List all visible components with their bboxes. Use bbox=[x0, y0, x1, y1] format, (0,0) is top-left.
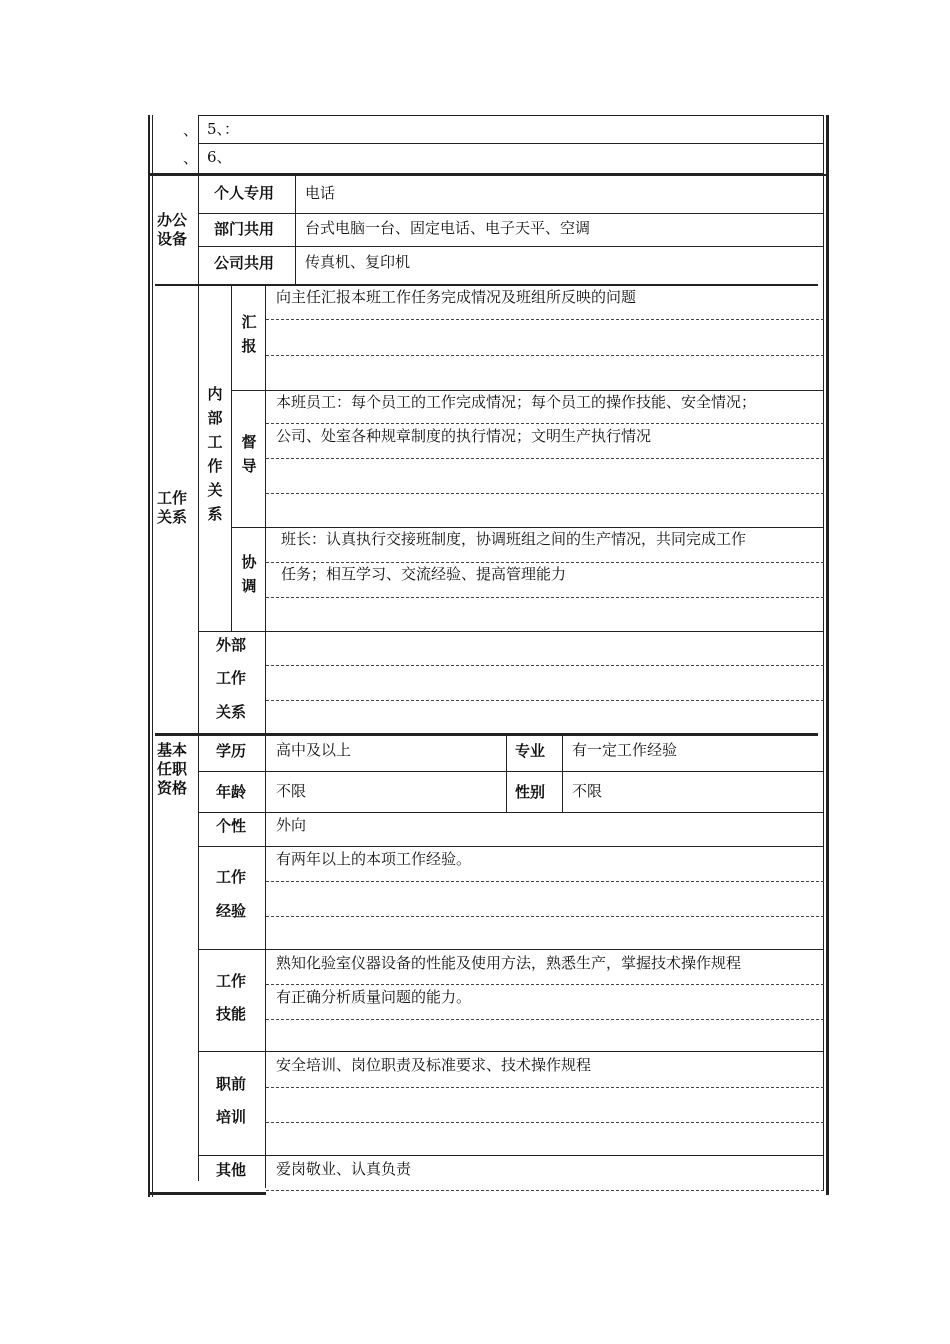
supervise-line-1: 本班员工：每个员工的工作完成情况；每个员工的操作技能、安全情况； bbox=[276, 393, 757, 411]
office-value-personal: 电话 bbox=[305, 184, 336, 202]
training-line-1: 安全培训、岗位职责及标准要求、技术操作规程 bbox=[276, 1056, 592, 1074]
experience-dash-1 bbox=[266, 881, 824, 882]
supervise-dash-2 bbox=[266, 458, 824, 459]
coordinate-line-1: 班长：认真执行交接班制度，协调班组之间的生产情况，共同完成工作 bbox=[281, 530, 747, 548]
supervise-dash-1 bbox=[266, 423, 824, 424]
skills-dash-2 bbox=[266, 1019, 824, 1020]
qual-row-line-3 bbox=[198, 846, 824, 847]
coordinate-label: 协 调 bbox=[241, 553, 257, 595]
qual-row-line-6 bbox=[198, 1155, 824, 1156]
top-row-text-6: 6、 bbox=[207, 148, 232, 166]
training-dash-1 bbox=[266, 1087, 824, 1088]
office-top-border bbox=[150, 173, 824, 176]
supervise-label: 督 导 bbox=[241, 433, 257, 475]
experience-key-1: 工作 bbox=[216, 868, 247, 886]
external-dash-2 bbox=[266, 700, 824, 701]
external-label-3: 关系 bbox=[216, 703, 247, 721]
major-key: 专业 bbox=[515, 742, 546, 760]
frame-top bbox=[198, 115, 824, 116]
qual-key-divider bbox=[265, 736, 266, 1188]
relations-label-2: 关系 bbox=[157, 508, 188, 526]
qualifications-label-2: 任职 bbox=[157, 760, 188, 778]
supervise-dash-3 bbox=[266, 493, 824, 494]
training-dash-2 bbox=[266, 1122, 824, 1123]
report-label: 汇 报 bbox=[241, 313, 257, 355]
office-value-department: 台式电脑一台、固定电话、电子天平、空调 bbox=[305, 219, 591, 237]
office-row-line-1 bbox=[198, 213, 824, 214]
office-key-department: 部门共用 bbox=[214, 220, 275, 238]
coordinate-dash-2 bbox=[266, 597, 824, 598]
qual-row-line-1 bbox=[198, 771, 824, 772]
office-top-border-right bbox=[818, 174, 826, 176]
external-label-1: 外部 bbox=[216, 636, 247, 654]
report-dash-1 bbox=[266, 319, 824, 320]
frame-bottom bbox=[148, 1192, 266, 1195]
report-dash-2 bbox=[266, 355, 824, 356]
top-row-text-5: 5、： bbox=[207, 120, 240, 138]
office-key-personal: 个人专用 bbox=[214, 184, 275, 202]
office-label-divider bbox=[198, 176, 199, 284]
internal-bottom-line bbox=[198, 631, 824, 632]
gender-key: 性别 bbox=[515, 783, 546, 801]
frame-right-thick bbox=[826, 115, 829, 1195]
external-label-2: 工作 bbox=[216, 669, 247, 687]
other-dash-1 bbox=[266, 1190, 824, 1191]
office-row-line-2 bbox=[198, 246, 824, 247]
relations-top-border bbox=[155, 284, 818, 286]
top-row-marker-6: 、 bbox=[183, 149, 199, 167]
education-key: 学历 bbox=[216, 742, 247, 760]
training-key-2: 培训 bbox=[216, 1108, 247, 1126]
qual-label-divider bbox=[198, 736, 199, 1181]
qualifications-top-border bbox=[155, 733, 818, 736]
other-value: 爱岗敬业、认真负责 bbox=[276, 1160, 412, 1178]
qualifications-label-3: 资格 bbox=[157, 779, 188, 797]
qual-row-line-4 bbox=[198, 949, 824, 950]
training-key-1: 职前 bbox=[216, 1075, 247, 1093]
office-key-divider bbox=[295, 176, 296, 284]
frame-left-inner bbox=[152, 115, 153, 1197]
top-col-divider bbox=[198, 115, 199, 174]
coordinate-line-2: 任务；相互学习、交流经验、提高管理能力 bbox=[281, 565, 567, 583]
qual-mid-divider-1 bbox=[506, 736, 507, 812]
major-value: 有一定工作经验 bbox=[572, 741, 678, 759]
qual-mid-divider-2 bbox=[562, 736, 563, 812]
education-value: 高中及以上 bbox=[276, 741, 352, 759]
experience-line-1: 有两年以上的本项工作经验。 bbox=[276, 850, 472, 868]
personality-key: 个性 bbox=[216, 817, 247, 835]
office-label-2: 设备 bbox=[157, 230, 188, 248]
age-key: 年龄 bbox=[216, 783, 247, 801]
internal-label-divider bbox=[231, 286, 232, 632]
office-value-company: 传真机、复印机 bbox=[305, 253, 411, 271]
skills-dash-1 bbox=[266, 984, 824, 985]
office-label-1: 办公 bbox=[157, 211, 188, 229]
coordinate-dash-1 bbox=[266, 562, 824, 563]
age-value: 不限 bbox=[276, 782, 307, 800]
relations-label-divider bbox=[198, 286, 199, 733]
external-dash-1 bbox=[266, 665, 824, 666]
relations-label-1: 工作 bbox=[157, 489, 188, 507]
report-line-1: 向主任汇报本班工作任务完成情况及班组所反映的问题 bbox=[276, 288, 637, 306]
office-key-company: 公司共用 bbox=[214, 254, 275, 272]
supervise-line-2: 公司、处室各种规章制度的执行情况；文明生产执行情况 bbox=[276, 427, 652, 445]
experience-dash-2 bbox=[266, 916, 824, 917]
frame-right bbox=[823, 115, 824, 1190]
top-row-marker-5: 、 bbox=[183, 121, 199, 139]
report-bottom-line bbox=[231, 390, 824, 391]
qual-row-line-5 bbox=[198, 1051, 824, 1052]
other-key: 其他 bbox=[216, 1161, 247, 1179]
skills-line-1: 熟知化验室仪器设备的性能及使用方法，熟悉生产，掌握技术操作规程 bbox=[276, 954, 742, 972]
personality-value: 外向 bbox=[276, 816, 307, 834]
frame-left bbox=[148, 115, 150, 1197]
qual-row-line-2 bbox=[198, 812, 824, 813]
internal-relations-label: 内 部 工 作 关 系 bbox=[207, 385, 223, 523]
qualifications-label-1: 基本 bbox=[157, 741, 188, 759]
skills-line-2: 有正确分析质量问题的能力。 bbox=[276, 988, 472, 1006]
supervise-bottom-line bbox=[231, 527, 824, 528]
skills-key-1: 工作 bbox=[216, 972, 247, 990]
gender-value: 不限 bbox=[572, 782, 603, 800]
skills-key-2: 技能 bbox=[216, 1005, 247, 1023]
experience-key-2: 经验 bbox=[216, 902, 247, 920]
top-row-divider bbox=[198, 143, 824, 144]
